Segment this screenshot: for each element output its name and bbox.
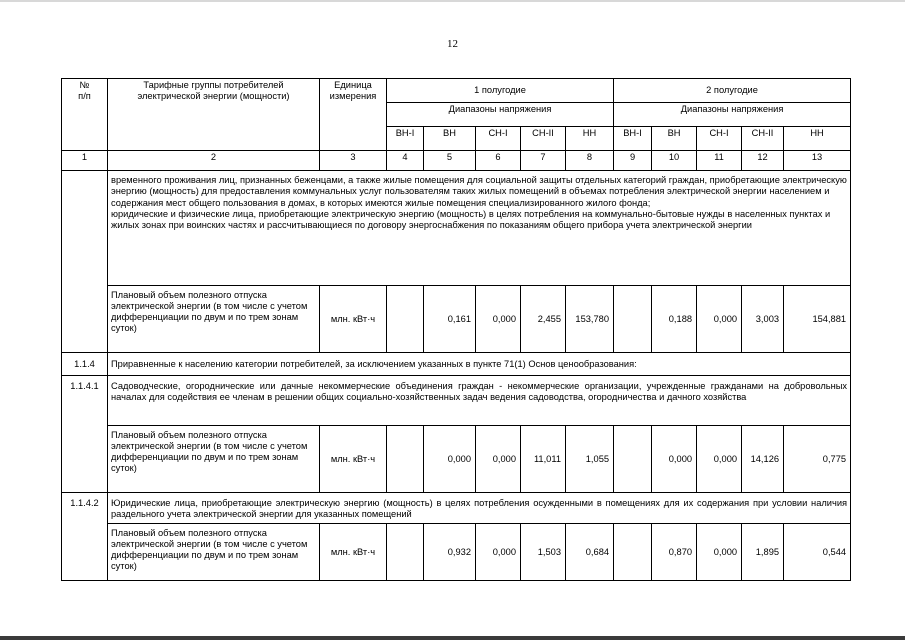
value-cell: 2,455 <box>521 286 566 353</box>
table-row-1-1-4-1 <box>62 376 851 426</box>
header-voltage-ranges-1: Диапазоны напряжения <box>387 103 614 127</box>
col-header-unit: Единица измерения <box>320 79 387 151</box>
value-cell <box>387 524 424 581</box>
section-title: Приравненные к населению категории потребителей, за исключением указанных в пункте 71(1) Основ ценообразования: <box>108 353 851 376</box>
table-row-volume-1 <box>62 286 851 353</box>
value-cell: 0,000 <box>697 524 742 581</box>
column-number: 11 <box>697 151 742 171</box>
voltage-sn1-h2: СН-I <box>697 127 742 151</box>
header-voltage-ranges-2: Диапазоны напряжения <box>614 103 851 127</box>
value-cell: 0,000 <box>476 286 521 353</box>
column-number: 9 <box>614 151 652 171</box>
value-cell <box>614 286 652 353</box>
value-cell: 1,055 <box>566 426 614 493</box>
column-number: 4 <box>387 151 424 171</box>
value-cell <box>614 426 652 493</box>
value-cell: 3,003 <box>742 286 784 353</box>
column-number: 8 <box>566 151 614 171</box>
value-cell: 0,932 <box>424 524 476 581</box>
page-number: 12 <box>447 38 458 50</box>
voltage-sn2-h2: СН-II <box>742 127 784 151</box>
row-number: 1.1.4 <box>62 353 108 376</box>
column-number: 10 <box>652 151 697 171</box>
unit-cell: млн. кВт·ч <box>320 286 387 353</box>
value-cell: 0,684 <box>566 524 614 581</box>
value-cell: 0,161 <box>424 286 476 353</box>
value-cell: 0,000 <box>652 426 697 493</box>
value-cell: 0,000 <box>697 426 742 493</box>
volume-label: Плановый объем полезного отпуска электрической энергии (в том числе с учетом дифференциации по двум и по трем зонам суток) <box>108 286 320 353</box>
voltage-nn-h1: НН <box>566 127 614 151</box>
value-cell: 11,011 <box>521 426 566 493</box>
value-cell: 14,126 <box>742 426 784 493</box>
column-number: 7 <box>521 151 566 171</box>
row-number: 1.1.4.1 <box>62 376 108 493</box>
column-number: 12 <box>742 151 784 171</box>
value-cell <box>614 524 652 581</box>
continuation-text: временного проживания лиц, признанных беженцами, а также жилые помещения для социальной защиты отдельных категорий граждан, приобретающие электрическую энергию (мощность) для предоставления коммунальных услуг пользователям таких жилых помещений в объемах потребления электрической энергии населением и содержания мест общего пользования в домах, в которых имеются жилые помещения специализированного жилого фонда; юридические и физические лица, приобретающие электрическую энергию (мощность) в целях потребления на коммунально-бытовые нужды в населенных пунктах и жилых зонах при воинских частях и рассчитывающиеся по договору энергоснабжения по показаниям общего прибора учета электрической энергии <box>108 171 851 286</box>
row-number: 1.1.4.2 <box>62 493 108 581</box>
column-number: 6 <box>476 151 521 171</box>
row-number-empty <box>62 171 108 353</box>
section-title: Юридические лица, приобретающие электрическую энергию (мощность) в целях потребления осужденными в помещениях для их содержания при условии наличия раздельного учета электрической энергии для указанных помещений <box>108 493 851 524</box>
header-row-halves <box>62 79 851 103</box>
value-cell <box>387 286 424 353</box>
unit-cell: млн. кВт·ч <box>320 426 387 493</box>
value-cell: 154,881 <box>784 286 851 353</box>
table-row-volume-2 <box>62 426 851 493</box>
tariff-table <box>61 78 851 581</box>
col-header-groups: Тарифные группы потребителей электрической энергии (мощности) <box>108 79 320 151</box>
voltage-vn1-h2: ВН-I <box>614 127 652 151</box>
column-numbers-row <box>62 151 851 171</box>
volume-label: Плановый объем полезного отпуска электрической энергии (в том числе с учетом дифференциации по двум и по трем зонам суток) <box>108 524 320 581</box>
voltage-vn-h2: ВН <box>652 127 697 151</box>
column-number: 5 <box>424 151 476 171</box>
scan-edge-top <box>0 0 905 2</box>
value-cell: 0,544 <box>784 524 851 581</box>
header-half-2: 2 полугодие <box>614 79 851 103</box>
scan-edge-bottom <box>0 636 905 640</box>
column-number: 13 <box>784 151 851 171</box>
column-number: 2 <box>108 151 320 171</box>
voltage-nn-h2: НН <box>784 127 851 151</box>
value-cell: 0,775 <box>784 426 851 493</box>
value-cell: 0,188 <box>652 286 697 353</box>
voltage-vn-h1: ВН <box>424 127 476 151</box>
voltage-vn1-h1: ВН-I <box>387 127 424 151</box>
voltage-sn1-h1: СН-I <box>476 127 521 151</box>
header-half-1: 1 полугодие <box>387 79 614 103</box>
table-row-1-1-4-2 <box>62 493 851 524</box>
value-cell: 0,870 <box>652 524 697 581</box>
value-cell: 1,503 <box>521 524 566 581</box>
value-cell: 153,780 <box>566 286 614 353</box>
value-cell: 0,000 <box>424 426 476 493</box>
table-row-volume-3 <box>62 524 851 581</box>
value-cell: 1,895 <box>742 524 784 581</box>
col-header-num: № п/п <box>62 79 108 151</box>
section-title: Садоводческие, огороднические или дачные некоммерческие объединения граждан - некоммерческие организации, учрежденные гражданами на добровольных началах для содействия ее членам в решении общих социально-хозяйственных задач ведения садоводства, огородничества и дачного хозяйства <box>108 376 851 426</box>
value-cell: 0,000 <box>476 426 521 493</box>
value-cell <box>387 426 424 493</box>
volume-label: Плановый объем полезного отпуска электрической энергии (в том числе с учетом дифференциации по двум и по трем зонам суток) <box>108 426 320 493</box>
table-row-1-1-4 <box>62 353 851 376</box>
value-cell: 0,000 <box>476 524 521 581</box>
table-row-continuation <box>62 171 851 286</box>
unit-cell: млн. кВт·ч <box>320 524 387 581</box>
voltage-sn2-h1: СН-II <box>521 127 566 151</box>
value-cell: 0,000 <box>697 286 742 353</box>
column-number: 1 <box>62 151 108 171</box>
column-number: 3 <box>320 151 387 171</box>
